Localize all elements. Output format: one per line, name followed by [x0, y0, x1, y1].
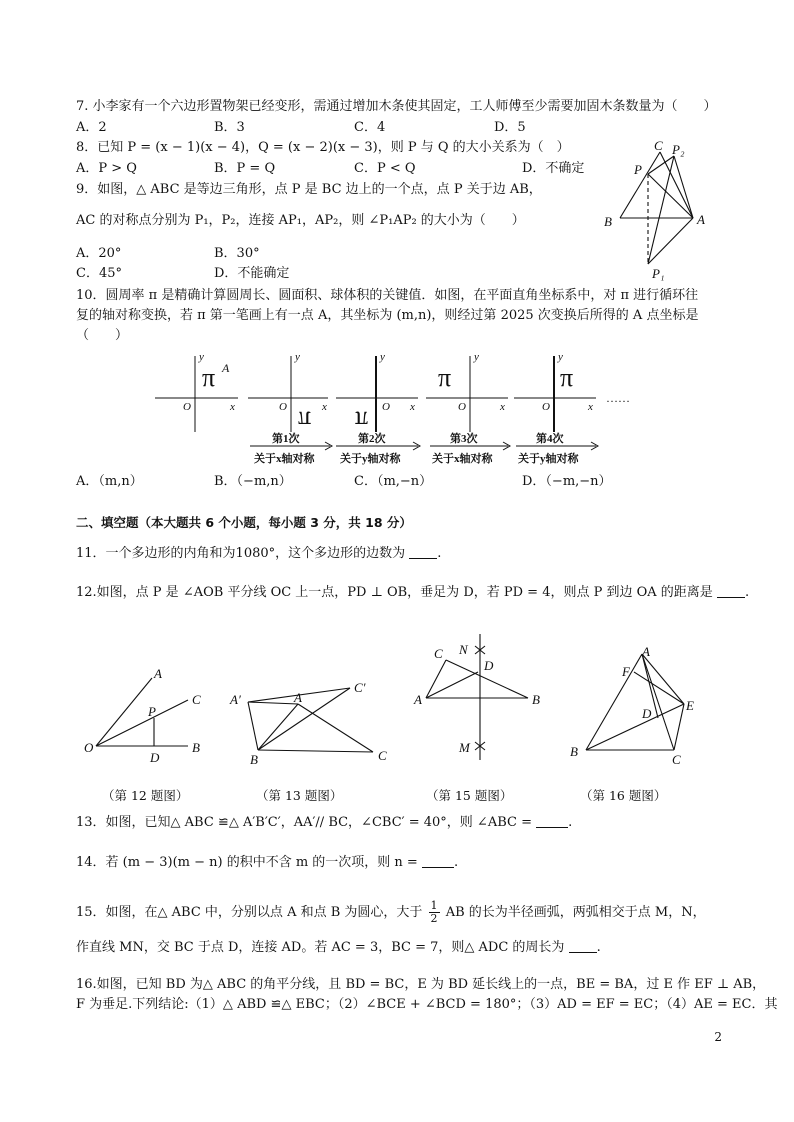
q10-step3-bottom: 关于x轴对称 — [432, 453, 493, 465]
f13-label-a: A — [294, 690, 302, 705]
q9-label-p1: P₁ — [652, 266, 665, 281]
q7-option-c: C．4 — [354, 120, 386, 135]
q14-end: . — [453, 855, 459, 870]
q10-axis-x-1: x — [230, 401, 235, 413]
q11-row — [76, 546, 441, 562]
q8-option-b: B．P = Q — [214, 161, 276, 176]
q8-text: 8．已知 P = (x − 1)(x − 4)，Q = (x − 2)(x − 3)，则 P 与 Q 的大小关系为（ ） — [76, 140, 570, 155]
q10-pi-2: π — [298, 406, 312, 435]
figure-13 — [228, 676, 398, 772]
q10-axis-y-4: y — [474, 351, 479, 363]
q10-step3-top: 第3次 — [450, 433, 478, 445]
q7-option-a: A．2 — [76, 120, 107, 135]
q15-line1-pre: 15．如图，在△ ABC 中，分别以点 A 和点 B 为圆心，大于 — [76, 905, 423, 920]
q10-option-c: C．（m,−n） — [354, 474, 433, 489]
q14-text: 14．若 (m − 3)(m − n) 的积中不含 m 的一次项，则 n = — [76, 855, 418, 870]
q12-row — [76, 585, 749, 601]
q12-text: 12.如图，点 P 是 ∠AOB 平分线 OC 上一点，PD ⊥ OB，垂足为 D，若 PD = 4，则点 P 到边 OA 的距离是 — [76, 585, 713, 600]
q9-label-a: A — [697, 212, 705, 227]
f15-label-a: A — [414, 692, 422, 707]
q10-origin-3: O — [382, 401, 390, 413]
f16-label-a: A — [642, 644, 650, 659]
q9-line1: 9．如图，△ ABC 是等边三角形，点 P 是 BC 边上的一个点，点 P 关于边 AB， — [76, 182, 542, 197]
q10-figure — [150, 350, 640, 468]
q10-origin-4: O — [458, 401, 466, 413]
f15-label-d: D — [484, 658, 494, 673]
f12-label-a: A — [154, 666, 162, 681]
q10-ellipsis: …… — [606, 391, 630, 405]
q9-label-p: P — [634, 162, 642, 177]
q10-step1-bottom: 关于x轴对称 — [254, 453, 315, 465]
q15-frac-num: 1 — [430, 899, 438, 912]
q15-row2 — [76, 940, 601, 956]
q7-option-d: D．5 — [494, 120, 526, 135]
q9-label-p2: P₂ — [672, 142, 685, 157]
q13-answer-blank[interactable] — [536, 815, 568, 828]
q10-pi-3: π — [354, 406, 368, 435]
page-number: 2 — [714, 1030, 722, 1044]
q8-option-a: A．P > Q — [76, 161, 137, 176]
q13-end: . — [568, 815, 573, 830]
q10-axis-x-4: x — [500, 401, 505, 413]
caption-fig13: （第 13 题图） — [256, 788, 343, 803]
q10-pi-4: π — [438, 363, 452, 392]
q10-line3: （ ） — [76, 328, 129, 343]
q15-line1-post: AB 的长为半径画弧，两弧相交于点 M，N， — [445, 905, 706, 920]
f16-label-c: C — [672, 752, 681, 767]
q10-step2-bottom: 关于y轴对称 — [340, 453, 401, 465]
q15-answer-blank[interactable] — [569, 940, 597, 953]
f12-label-d: D — [150, 750, 160, 765]
q10-option-b: B．（−m,n） — [214, 474, 292, 489]
f13-label-a-prime: A′ — [230, 692, 241, 707]
f12-label-p: P — [148, 704, 156, 719]
f16-label-b: B — [570, 744, 578, 759]
q15-end: . — [596, 940, 601, 955]
q10-step4-bottom: 关于y轴对称 — [518, 453, 579, 465]
q15-line1 — [76, 900, 706, 925]
q10-option-d: D．（−m,−n） — [522, 474, 612, 489]
q10-axis-x-2: x — [322, 401, 327, 413]
q15-line2: 作直线 MN，交 BC 于点 D，连接 AD。若 AC = 3，BC = 7，则△ ADC 的周长为 — [76, 940, 565, 955]
f15-label-n: N — [459, 642, 468, 657]
q15-frac-den: 2 — [430, 912, 438, 925]
f16-label-f: F — [622, 664, 630, 679]
caption-fig12: （第 12 题图） — [102, 788, 189, 803]
q9-line2: AC 的对称点分别为 P₁，P₂，连接 AP₁，AP₂，则 ∠P₁AP₂ 的大小为（ ） — [76, 213, 525, 228]
q10-axis-x-5: x — [588, 401, 593, 413]
q10-axis-y-3: y — [380, 351, 385, 363]
caption-fig16: （第 16 题图） — [580, 788, 667, 803]
q10-origin-5: O — [542, 401, 550, 413]
q10-origin-1: O — [183, 401, 191, 413]
figure-15 — [412, 632, 552, 762]
q10-line2: 复的轴对称变换，若 π 第一笔画上有一点 A，其坐标为 (m,n)，则经过第 2025 次变换后所得的 A 点坐标是 — [76, 308, 699, 323]
f16-label-d: D — [642, 706, 652, 721]
q9-label-c: C — [654, 138, 663, 153]
q12-end: . — [744, 585, 750, 600]
q10-origin-2: O — [279, 401, 287, 413]
q10-line1: 10．圆周率 π 是精确计算圆周长、圆面积、球体积的关键值．如图，在平面直角坐标系中，对 π 进行循环往 — [76, 288, 699, 303]
q10-option-a: A．（m,n） — [76, 474, 143, 489]
q10-pi-1: π — [202, 363, 216, 392]
q14-row — [76, 855, 458, 871]
q12-answer-blank[interactable] — [717, 585, 745, 598]
q7-option-b: B．3 — [214, 120, 245, 135]
f12-label-b: B — [192, 740, 200, 755]
q10-step2-top: 第2次 — [358, 433, 386, 445]
q11-answer-blank[interactable] — [409, 546, 437, 559]
q9-option-d: D．不能确定 — [214, 266, 290, 281]
q9-option-b: B．30° — [214, 246, 260, 261]
q10-axis-y-1: y — [199, 351, 204, 363]
figure-12 — [82, 662, 212, 772]
f13-label-b: B — [250, 752, 258, 767]
q9-option-a: A．20° — [76, 246, 122, 261]
q10-step1-top: 第1次 — [272, 433, 300, 445]
q11-text: 11．一个多边形的内角和为1080°，这个多边形的边数为 — [76, 546, 406, 561]
q10-pi-5: π — [560, 363, 574, 392]
q10-axis-x-3: x — [410, 401, 415, 413]
f15-label-m: M — [459, 740, 470, 755]
f12-label-o: O — [84, 740, 94, 755]
q13-text: 13．如图，已知△ ABC ≌△ A′B′C′，AA′// BC，∠CBC′ = 40°，则 ∠ABC = — [76, 815, 532, 830]
q11-end: . — [437, 546, 442, 561]
q10-label-a: A — [222, 361, 230, 375]
q8-option-c: C．P < Q — [354, 161, 416, 176]
q16-line1: 16.如图，已知 BD 为△ ABC 的角平分线，且 BD = BC，E 为 BD 延长线上的一点，BE = BA，过 E 作 EF ⊥ AB， — [76, 977, 766, 992]
q9-option-c: C．45° — [76, 266, 122, 281]
f16-label-e: E — [686, 698, 694, 713]
q13-row — [76, 815, 572, 831]
q10-axis-y-5: y — [558, 351, 563, 363]
f15-label-c: C — [434, 646, 443, 661]
caption-fig15: （第 15 题图） — [426, 788, 513, 803]
f13-label-c: C — [378, 748, 387, 763]
figure-16 — [566, 642, 706, 770]
q10-axis-y-2: y — [295, 351, 300, 363]
f15-label-b: B — [532, 692, 540, 707]
q8-option-d: D．不确定 — [522, 161, 585, 176]
q14-answer-blank[interactable] — [422, 855, 454, 868]
q10-step4-top: 第4次 — [536, 433, 564, 445]
q9-figure — [598, 136, 718, 284]
section2-heading: 二、填空题（本大题共 6 个小题，每小题 3 分，共 18 分） — [76, 515, 412, 530]
f12-label-c: C — [192, 692, 201, 707]
q16-line2: F 为垂足.下列结论:（1）△ ABD ≌△ EBC；（2）∠BCE + ∠BCD = 180°；（3）AD = EF = EC；（4）AE = EC．其 — [76, 997, 778, 1012]
q9-label-b: B — [604, 214, 612, 229]
f13-label-c-prime: C′ — [354, 680, 366, 695]
q15-fraction — [429, 900, 440, 925]
q7-text: 7. 小李家有一个六边形置物架已经变形，需通过增加木条使其固定，工人师傅至少需要加固木条数量为（ ） — [76, 99, 717, 114]
